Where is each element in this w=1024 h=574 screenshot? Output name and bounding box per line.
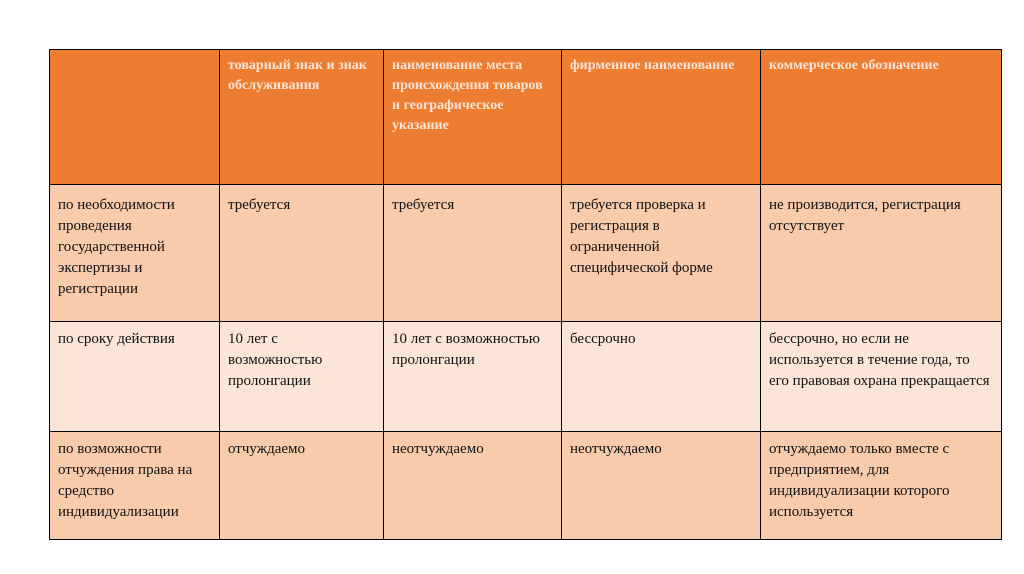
table-cell: бессрочно, но если не используется в течение года, то его правовая охрана прекращается [761,322,1002,432]
table-cell: неотчуждаемо [384,432,562,540]
header-cell-commercial-designation: коммерческое обозначение [761,50,1002,185]
table-row [50,432,1002,540]
comparison-table [49,49,1002,540]
table-row [50,322,1002,432]
table-row [50,185,1002,322]
table-cell: отчуждаемо [220,432,384,540]
row-label-cell: по сроку действия [50,322,220,432]
header-cell-firm-name: фирменное наименование [562,50,761,185]
header-row [50,50,1002,185]
table-cell: 10 лет с возможностью пролонгации [220,322,384,432]
table-cell: отчуждаемо только вместе с предприятием, для индивидуализации которого используется [761,432,1002,540]
table-cell: неотчуждаемо [562,432,761,540]
table-cell: бессрочно [562,322,761,432]
table-cell: требуется [384,185,562,322]
row-label-cell: по необходимости проведения государственной экспертизы и регистрации [50,185,220,322]
header-cell-trademark: товарный знак и знак обслуживания [220,50,384,185]
row-label-cell: по возможности отчуждения права на средство индивидуализации [50,432,220,540]
header-cell-empty [50,50,220,185]
table-cell: 10 лет с возможностью пролонгации [384,322,562,432]
table-cell: требуется [220,185,384,322]
table-cell: не производится, регистрация отсутствует [761,185,1002,322]
header-cell-appellation-of-origin: наименование места происхождения товаров и географическое указание [384,50,562,185]
table-cell: требуется проверка и регистрация в ограниченной специфической форме [562,185,761,322]
